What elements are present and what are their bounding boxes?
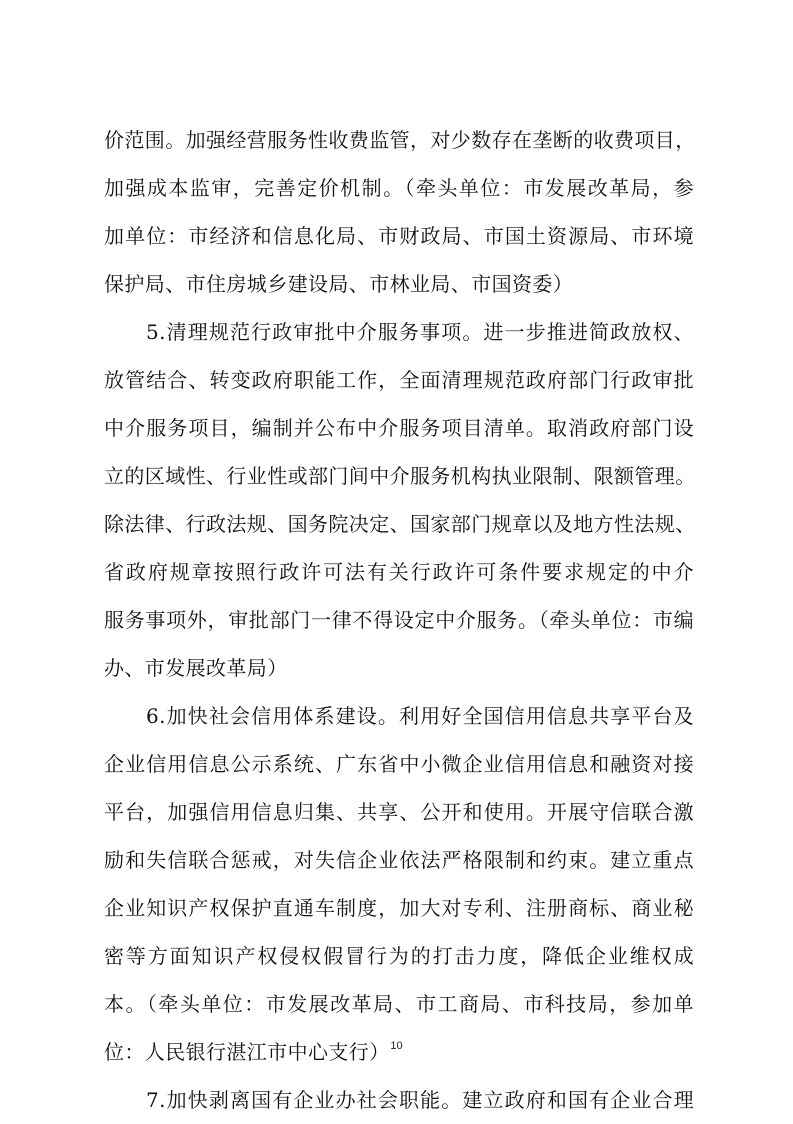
text-line: 办、市发展改革局）	[104, 656, 288, 680]
text-line: 保护局、市住房城乡建设局、市林业局、市国资委）	[104, 272, 574, 296]
text-line: 中介服务项目，编制并公布中介服务项目清单。取消政府部门设	[104, 416, 694, 440]
text-line: 省政府规章按照行政许可法有关行政许可条件要求规定的中介	[104, 560, 694, 584]
text-line: 放管结合、转变政府职能工作，全面清理规范政府部门行政审批	[104, 368, 694, 392]
text-line: 密等方面知识产权侵权假冒行为的打击力度，降低企业维权成	[104, 944, 694, 968]
text-line: 7.加快剥离国有企业办社会职能。建立政府和国有企业合理	[146, 1088, 694, 1112]
paragraph-item-7	[104, 1076, 694, 1124]
text-line: 加单位：市经济和信息化局、市财政局、市国土资源局、市环境	[104, 224, 694, 248]
text-line: 励和失信联合惩戒，对失信企业依法严格限制和约束。建立重点	[104, 848, 694, 872]
body-text	[104, 116, 694, 1124]
text-line: 6.加快社会信用体系建设。利用好全国信用信息共享平台及	[146, 704, 694, 728]
paragraph-item-6	[104, 692, 694, 1076]
text-line: 服务事项外，审批部门一律不得设定中介服务。（牵头单位：市编	[104, 608, 694, 632]
text-line: 5.清理规范行政审批中介服务事项。进一步推进简政放权、	[146, 320, 694, 344]
text-line: 除法律、行政法规、国务院决定、国家部门规章以及地方性法规、	[104, 512, 696, 536]
text-line: 企业信用信息公示系统、广东省中小微企业信用信息和融资对接	[104, 752, 694, 776]
text-line: 立的区域性、行业性或部门间中介服务机构执业限制、限额管理。	[104, 464, 696, 488]
paragraph-item-5	[104, 308, 694, 692]
page-number: 10	[390, 1040, 403, 1052]
text-line: 位：人民银行湛江市中心支行）	[104, 1040, 390, 1064]
text-line: 加强成本监审，完善定价机制。（牵头单位：市发展改革局，参	[104, 176, 694, 200]
text-line: 价范围。加强经营服务性收费监管，对少数存在垄断的收费项目，	[104, 128, 696, 152]
paragraph-continuation	[104, 116, 694, 308]
text-line: 本。（牵头单位：市发展改革局、市工商局、市科技局，参加单	[104, 992, 694, 1016]
text-line: 平台，加强信用信息归集、共享、公开和使用。开展守信联合激	[104, 800, 694, 824]
text-line: 企业知识产权保护直通车制度，加大对专利、注册商标、商业秘	[104, 896, 694, 920]
